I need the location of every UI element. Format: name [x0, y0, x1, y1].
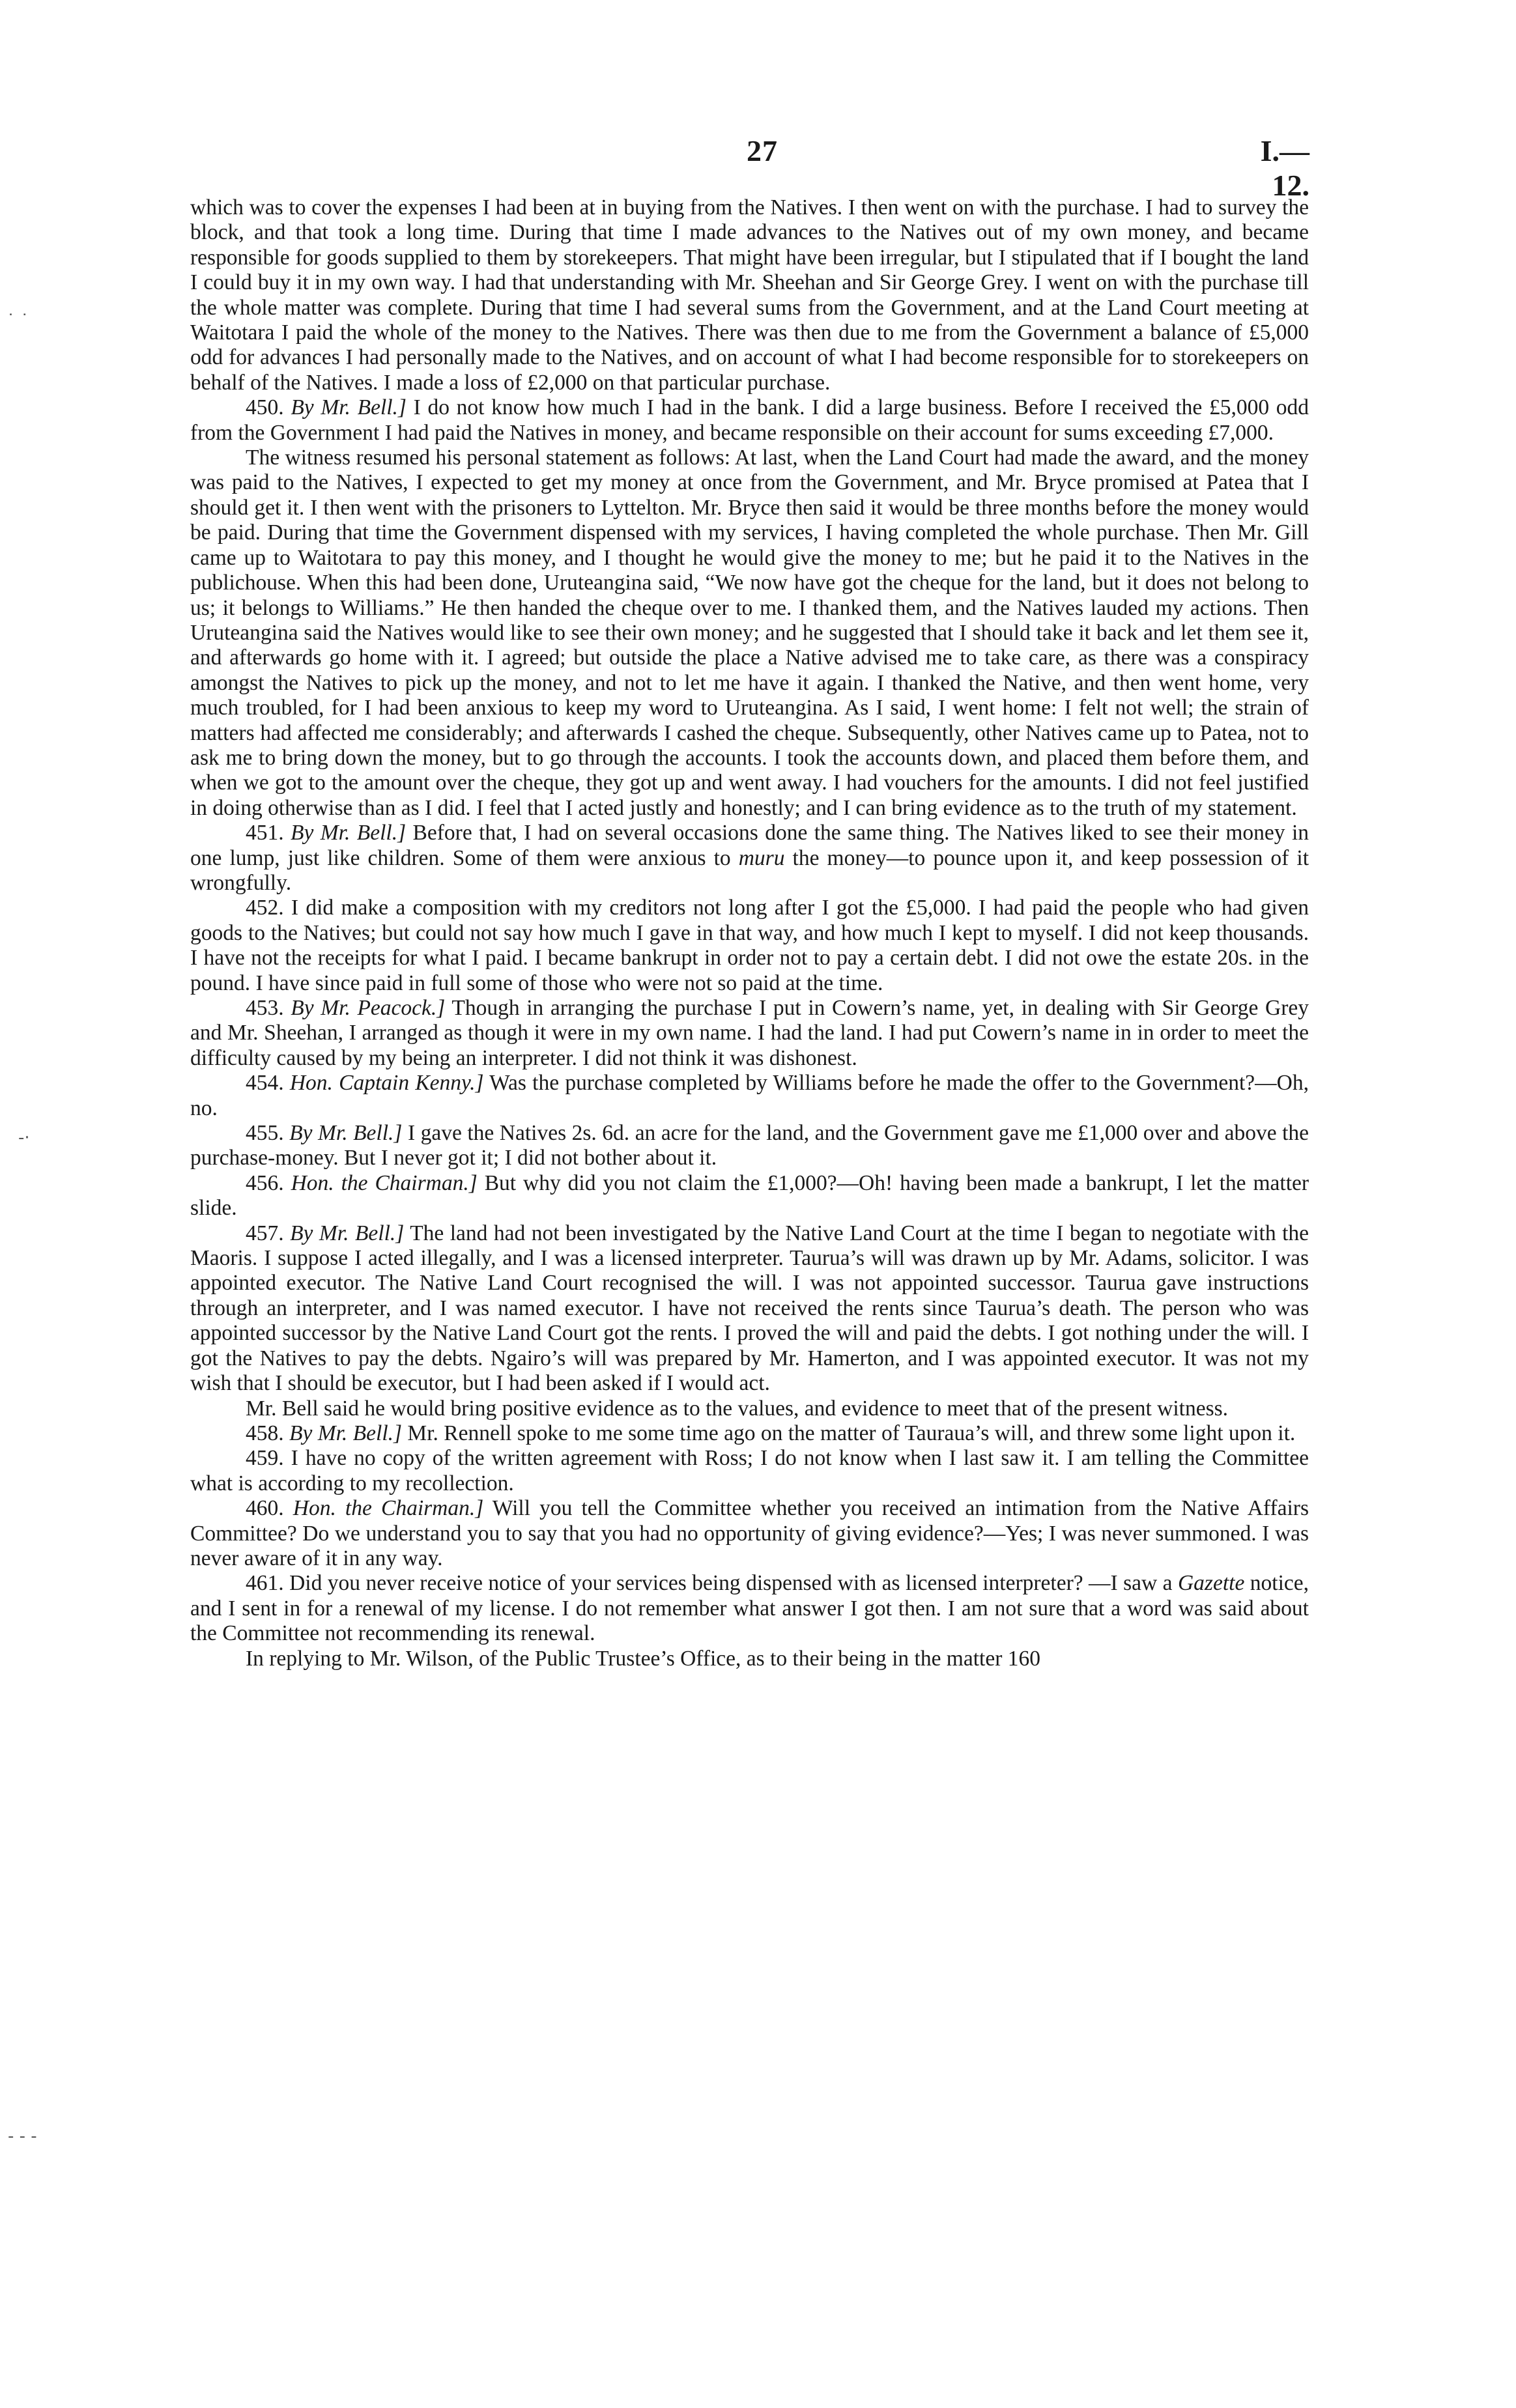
paragraph-451: [190, 821, 1309, 896]
speaker: By Mr. Bell.]: [291, 395, 407, 420]
paragraph: [190, 195, 1309, 395]
question-number: 454.: [246, 1071, 284, 1096]
question-number: 451.: [246, 821, 284, 845]
paragraph: [190, 1647, 1309, 1671]
paragraph-450: [190, 395, 1309, 446]
italic-word: muru: [738, 845, 785, 870]
margin-mark: ˙ ˙: [7, 311, 29, 331]
paragraph-text: which was to cover the expenses I had been at in buying from the Natives. I then went on with the purchase. I had to survey the block, and that took a long time. During that time I made advances to the Natives out of my own money, and became responsible for goods supplied to them by storekeepers. That might have been irregular, but I stipulated that if I bought the land I could buy it in my own way. I had that understanding with Mr. Sheehan and Sir George Grey. I went on with the purchase till the whole matter was complete. During that time I had several sums from the Government, and at the Land Court meeting at Waitotara I paid the whole of the money to the Natives. There was then due to me from the Government a balance of £5,000 odd for advances I had personally made to the Natives, and on account of what I had become responsible for to storekeepers on behalf of the Natives. I made a loss of £2,000 on that particular purchase.: [190, 195, 1309, 395]
question-number: 461.: [246, 1571, 284, 1596]
speaker: Hon. the Chairman.]: [293, 1496, 484, 1521]
paragraph-458: [190, 1421, 1309, 1446]
speaker: By Mr. Bell.]: [290, 1221, 405, 1245]
speaker: Hon. the Chairman.]: [291, 1170, 478, 1195]
paragraph-text: the money—to pounce upon it, and keep possession of it wrongfully.: [190, 845, 1309, 895]
question-number: 453.: [246, 996, 284, 1020]
document-reference: I.—12.: [1260, 134, 1309, 202]
paragraph-text: In replying to Mr. Wilson, of the Public Trustee’s Office, as to their being in the matter 160: [246, 1646, 1041, 1671]
paragraph-text: Though in arranging the purchase I put in Cowern’s name, yet, in dealing with Sir George Grey and Mr. Sheehan, I arranged as though it were in my own name. I had the land. I had put Cowern’s name in in order to meet the difficulty caused by my being an interpreter. I did not think it was dishonest.: [190, 996, 1309, 1070]
speaker: By Mr. Bell.]: [289, 1121, 403, 1146]
paragraph-text: Before that, I had on several occasions done the same thing. The Natives liked to see their money in one lump, just like children. Some of them were anxious to: [190, 821, 1309, 870]
paragraph-text: I did make a composition with my creditors not long after I got the £5,000. I had paid the people who had given goods to the Natives; but could not say how much I gave in that way, and how much I kept to myself. I did not keep thousands. I have not the receipts for what I paid. I became bankrupt in order not to pay a certain debt. I did not owe the estate 20s. in the pound. I have since paid in full some of those who were not so paid at the time.: [190, 896, 1309, 995]
paragraph-455: [190, 1121, 1309, 1171]
question-number: 459.: [246, 1446, 284, 1471]
paragraph-text: Did you never receive notice of your services being dispensed with as licensed interpreter? —I saw a: [289, 1571, 1178, 1596]
question-number: 457.: [246, 1221, 284, 1245]
paragraph-text: Will you tell the Committee whether you received an intimation from the Native Affairs Committee? Do we understand you to say that you had no opportunity of giving evidence?—Yes; I was never summoned. I was never aware of it in any way.: [190, 1496, 1309, 1570]
margin-mark: - - -: [8, 2127, 37, 2146]
paragraph-461: [190, 1571, 1309, 1646]
speaker: Hon. Captain Kenny.]: [289, 1071, 484, 1096]
question-number: 452.: [246, 896, 284, 920]
speaker: By Mr. Peacock.]: [291, 996, 446, 1020]
speaker: By Mr. Bell.]: [289, 1421, 403, 1445]
paragraph-452: [190, 896, 1309, 996]
page-number: 27: [747, 134, 778, 167]
paragraph-text: Mr. Bell said he would bring positive evidence as to the values, and evidence to meet that of the present witness.: [246, 1396, 1229, 1421]
paragraph-text: But why did you not claim the £1,000?—Oh! having been made a bankrupt, I let the matter slide.: [190, 1170, 1309, 1221]
paragraph-text: The land had not been investigated by the Native Land Court at the time I began to negotiate with the Maoris. I suppose I acted illegally, and I was a licensed interpreter. Taurua’s will was drawn up by Mr. Adams, solicitor. I was appointed executor. The Native Land Court recognised the will. I was not appointed successor. Taurua gave instructions through an interpreter, and I was named executor. I have not received the rents since Taurua’s death. The person who was appointed successor by the Native Land Court got the rents. I proved the will and paid the debts. I got nothing under the will. I got the Natives to pay the debts. Ngairo’s will was prepared by Mr. Hamerton, and I was appointed executor. It was not my wish that I should be executor, but I had been asked if I would act.: [190, 1221, 1309, 1396]
paragraph-456: [190, 1171, 1309, 1221]
paragraph-460: [190, 1496, 1309, 1571]
paragraph-text: The witness resumed his personal statement as follows: At last, when the Land Court had made the award, and the money was paid to the Natives, I expected to get my money at once from the Government, and Mr. Bryce promised at Patea that I should get it. I then went with the prisoners to Lyttelton. Mr. Bryce then said it would be three months before the money would be paid. During that time the Government dispensed with my services, I having completed the whole purchase. Then Mr. Gill came up to Waitotara to pay this money, and I thought he would give the money to me; but he paid it to the Natives in the publichouse. When this had been done, Uruteangina said, “We now have got the cheque for the land, but it does not belong to us; it belongs to Williams.” He then handed the cheque over to me. I thanked them, and the Natives lauded my actions. Then Uruteangina said the Natives would like to see their own money; and he suggested that I should take it back and let them see it, and afterwards go home with it. I agreed; but outside the place a Native advised me to take care, as there was a conspiracy amongst the Natives to pick up the money, and not to let me have it again. I thanked the Native, and then went home, very much troubled, for I had been anxious to keep my word to Uruteangina. As I said, I went home: I felt not well; the strain of matters had affected me considerably; and afterwards I cashed the cheque. Subsequently, other Natives came up to Patea, not to ask me to bring down the money, but to go through the accounts. I took the accounts down, and placed them before them, and when we got to the amount over the cheque, they got up and went away. I had vouchers for the amounts. I did not feel justified in doing otherwise than as I did. I feel that I acted justly and honestly; and I can bring evidence as to the truth of my statement.: [190, 446, 1309, 820]
paragraph-text: Was the purchase completed by Williams before he made the offer to the Government?—Oh, no.: [190, 1071, 1309, 1120]
paragraph-453: [190, 996, 1309, 1071]
paragraph-459: [190, 1446, 1309, 1496]
document-body: [190, 195, 1309, 1671]
speaker: By Mr. Bell.]: [291, 821, 407, 845]
paragraph: [190, 446, 1309, 821]
paragraph-text: I do not know how much I had in the bank. I did a large business. Before I received the £5,000 odd from the Government I had paid the Natives in money, and became responsible on their account for sums exceeding £7,000.: [190, 395, 1309, 445]
question-number: 450.: [246, 395, 284, 420]
paragraph-text: I gave the Natives 2s. 6d. an acre for the land, and the Government gave me £1,000 over and above the purchase-money. But I never got it; I did not bother about it.: [190, 1121, 1309, 1170]
paragraph: [190, 1396, 1309, 1421]
paragraph-text: Mr. Rennell spoke to me some time ago on the matter of Tauraua’s will, and threw some light upon it.: [407, 1421, 1296, 1445]
margin-mark: -·: [18, 1128, 30, 1148]
question-number: 455.: [246, 1121, 284, 1146]
paragraph-text: notice, and I sent in for a renewal of my license. I do not remember what answer I got then. I am not sure that a word was said about the Committee not recommending its renewal.: [190, 1571, 1309, 1646]
paragraph-text: I have no copy of the written agreement with Ross; I do not know when I last saw it. I am telling the Committee what is according to my recollection.: [190, 1446, 1309, 1495]
paragraph-457: [190, 1221, 1309, 1396]
question-number: 460.: [246, 1496, 284, 1521]
question-number: 456.: [246, 1170, 284, 1195]
italic-word: Gazette: [1177, 1571, 1245, 1596]
paragraph-454: [190, 1071, 1309, 1121]
question-number: 458.: [246, 1421, 284, 1445]
